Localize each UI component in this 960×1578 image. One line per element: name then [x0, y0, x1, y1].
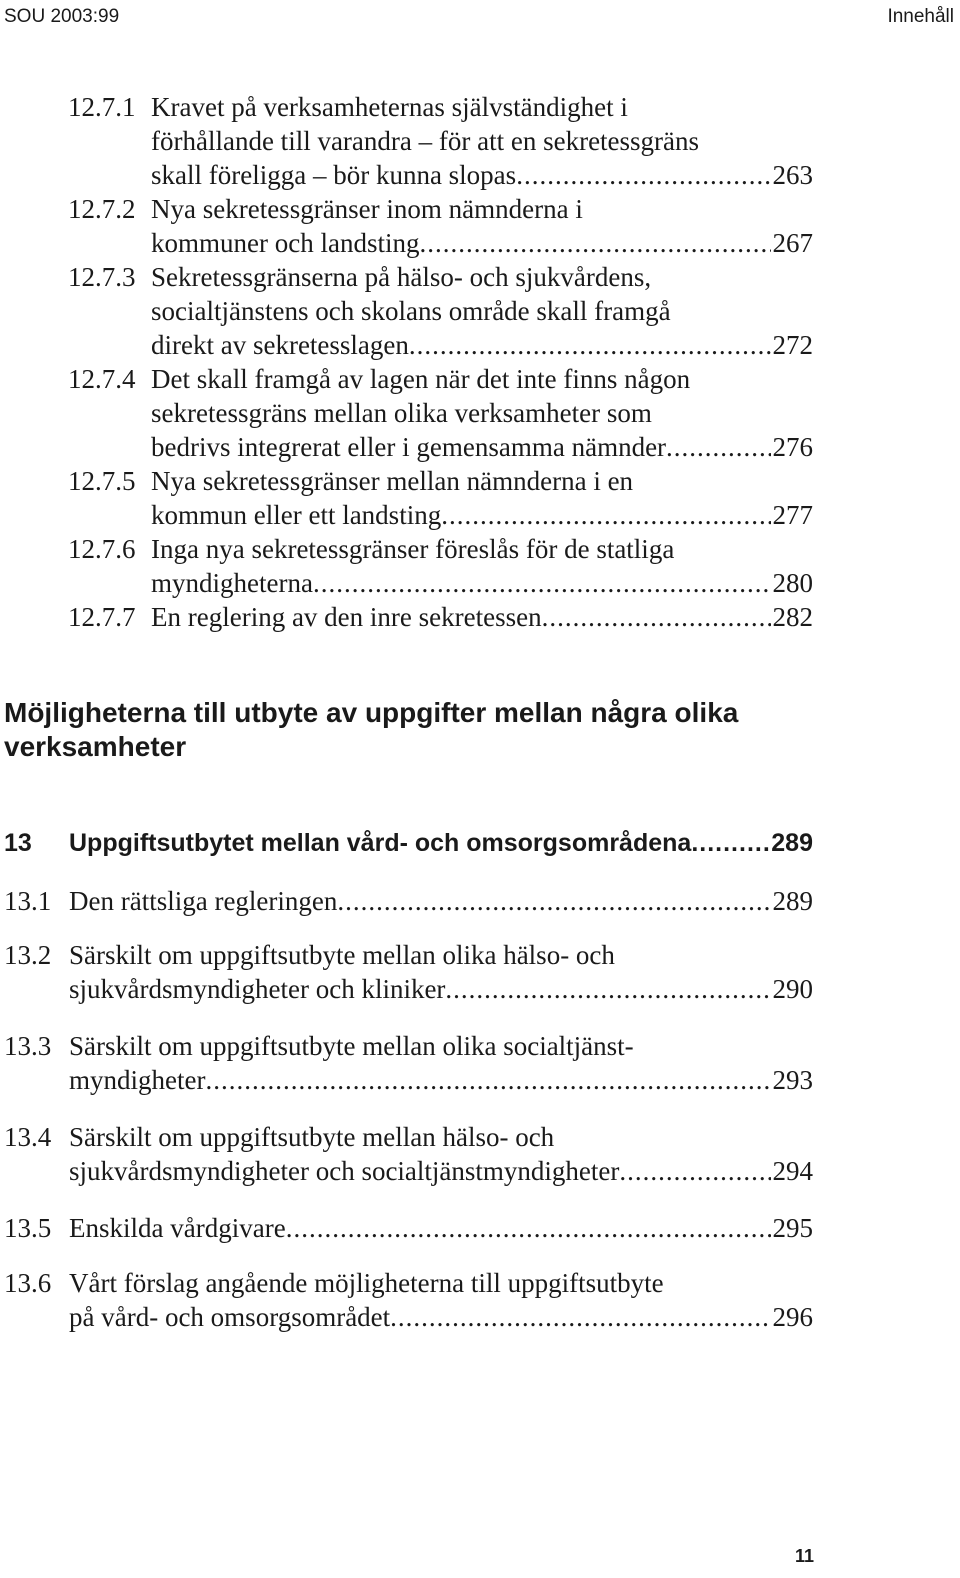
toc-entry-text: myndigheterna: [151, 568, 313, 598]
page-number: 11: [794, 1546, 814, 1566]
toc-entry-text: Den rättsliga regleringen: [69, 886, 338, 916]
toc-entry-number: 12.7.4: [68, 364, 136, 394]
toc-entry-12-7-3[interactable]: [68, 260, 813, 362]
toc-entry-text: Särskilt om uppgiftsutbyte mellan olika hälso- och: [69, 940, 615, 970]
toc-entry-number: 13.1: [4, 886, 52, 916]
toc-entry-text: Nya sekretessgränser inom nämnderna i: [151, 194, 583, 224]
toc-entry-number: 12.7.5: [68, 466, 136, 496]
toc-entry-13-4[interactable]: [4, 1120, 813, 1188]
toc-entry-12-7-6[interactable]: [68, 532, 813, 600]
toc-entry-number: 13.5: [4, 1213, 52, 1243]
toc-entry-text: sjukvårdsmyndigheter och kliniker: [69, 974, 446, 1004]
leader-dots: [516, 158, 770, 192]
toc-entry-number: 13.6: [4, 1268, 52, 1298]
leader-dots: [337, 884, 770, 918]
leader-dots: [409, 328, 771, 362]
toc-entry-text: Särskilt om uppgiftsutbyte mellan hälso- och: [69, 1122, 555, 1152]
toc-entry-text: Kravet på verksamheternas självständighet i: [151, 92, 628, 122]
toc-page-number: 293: [772, 1065, 813, 1095]
toc-entry-text: Enskilda vårdgivare: [69, 1213, 286, 1243]
toc-entry-text: Särskilt om uppgiftsutbyte mellan olika socialtjänst-: [69, 1031, 634, 1061]
leader-dots: [619, 1154, 770, 1188]
toc-entry-12-7-7[interactable]: [68, 600, 813, 634]
chapter-number: 13: [4, 829, 32, 857]
toc-page-number: 296: [772, 1302, 813, 1332]
toc-page-number: 295: [772, 1213, 813, 1243]
toc-entry-12-7-1[interactable]: [68, 90, 813, 192]
toc-page-number: 294: [772, 1156, 813, 1186]
part-title: Möjligheterna till utbyte av uppgifter mellan några olika verksamheter: [4, 697, 739, 762]
toc-entry-text: myndigheter: [69, 1065, 206, 1095]
toc-page-number: 289: [772, 886, 813, 916]
toc-page-number: 282: [772, 602, 813, 632]
leader-dots: [286, 1211, 771, 1245]
toc-page-number: 272: [772, 330, 813, 360]
toc-entry-text: Det skall framgå av lagen när det inte finns någon: [151, 364, 691, 394]
toc-entry-number: 13.4: [4, 1122, 52, 1152]
toc-entry-number: 13.3: [4, 1031, 52, 1061]
toc-entry-text: direkt av sekretesslagen: [151, 330, 409, 360]
leader-dots: [390, 1300, 770, 1334]
toc-entry-13-2[interactable]: [4, 938, 813, 1006]
toc-entry-number: 12.7.2: [68, 194, 136, 224]
running-header-left: SOU 2003:99: [4, 6, 120, 27]
toc-entry-13-5[interactable]: [4, 1211, 813, 1245]
toc-entry-13-1[interactable]: [4, 884, 813, 918]
toc-entry-text: socialtjänstens och skolans område skall framgå: [151, 296, 671, 326]
toc-entry-text: på vård- och omsorgsområdet: [69, 1302, 391, 1332]
toc-page-number: 289: [771, 829, 813, 857]
chapter-title: Uppgiftsutbytet mellan vård- och omsorgsområdena: [69, 829, 692, 857]
toc-entry-13-6[interactable]: [4, 1266, 813, 1334]
toc-entry-text: bedrivs integrerat eller i gemensamma nämnder: [151, 432, 667, 462]
toc-entry-text: skall föreligga – bör kunna slopas: [151, 160, 517, 190]
toc-entry-text: kommuner och landsting: [151, 228, 420, 258]
toc-entry-number: 12.7.1: [68, 92, 136, 122]
toc-entry-number: 12.7.7: [68, 602, 136, 632]
toc-page-number: 290: [772, 974, 813, 1004]
toc-entry-text: kommun eller ett landsting: [151, 500, 442, 530]
toc-entry-12-7-5[interactable]: [68, 464, 813, 532]
toc-page-number: 277: [772, 500, 813, 530]
toc-page-number: 276: [772, 432, 813, 462]
toc-entry-text: sekretessgräns mellan olika verksamheter som: [151, 398, 652, 428]
toc-page-number: 267: [772, 228, 813, 258]
toc-entry-number: 13.2: [4, 940, 52, 970]
toc-entry-number: 12.7.3: [68, 262, 136, 292]
leader-dots: [313, 566, 771, 600]
toc-page-number: 263: [772, 160, 813, 190]
toc-entry-text: sjukvårdsmyndigheter och socialtjänstmyndigheter: [69, 1156, 620, 1186]
toc-entry-text: Sekretessgränserna på hälso- och sjukvårdens,: [151, 262, 652, 292]
toc-entry-text: En reglering av den inre sekretessen: [151, 602, 542, 632]
leader-dots: [419, 226, 770, 260]
toc-entry-text: förhållande till varandra – för att en sekretessgräns: [151, 126, 700, 156]
toc-entry-number: 12.7.6: [68, 534, 136, 564]
leader-dots: [205, 1063, 770, 1097]
leader-dots: [542, 600, 771, 634]
toc-entry-12-7-4[interactable]: [68, 362, 813, 464]
toc-entry-text: Inga nya sekretessgränser föreslås för de statliga: [151, 534, 675, 564]
leader-dots: [445, 972, 770, 1006]
toc-entry-12-7-2[interactable]: [68, 192, 813, 260]
toc-page-number: 280: [772, 568, 813, 598]
toc-chapter-13[interactable]: [4, 826, 813, 860]
toc-entry-text: Vårt förslag angående möjligheterna till uppgiftsutbyte: [69, 1268, 664, 1298]
toc-entry-13-3[interactable]: [4, 1029, 813, 1097]
toc-entry-text: Nya sekretessgränser mellan nämnderna i en: [151, 466, 634, 496]
leader-dots: [666, 430, 770, 464]
running-header-right: Innehåll: [887, 6, 954, 27]
leader-dots: [691, 826, 769, 860]
leader-dots: [441, 498, 770, 532]
